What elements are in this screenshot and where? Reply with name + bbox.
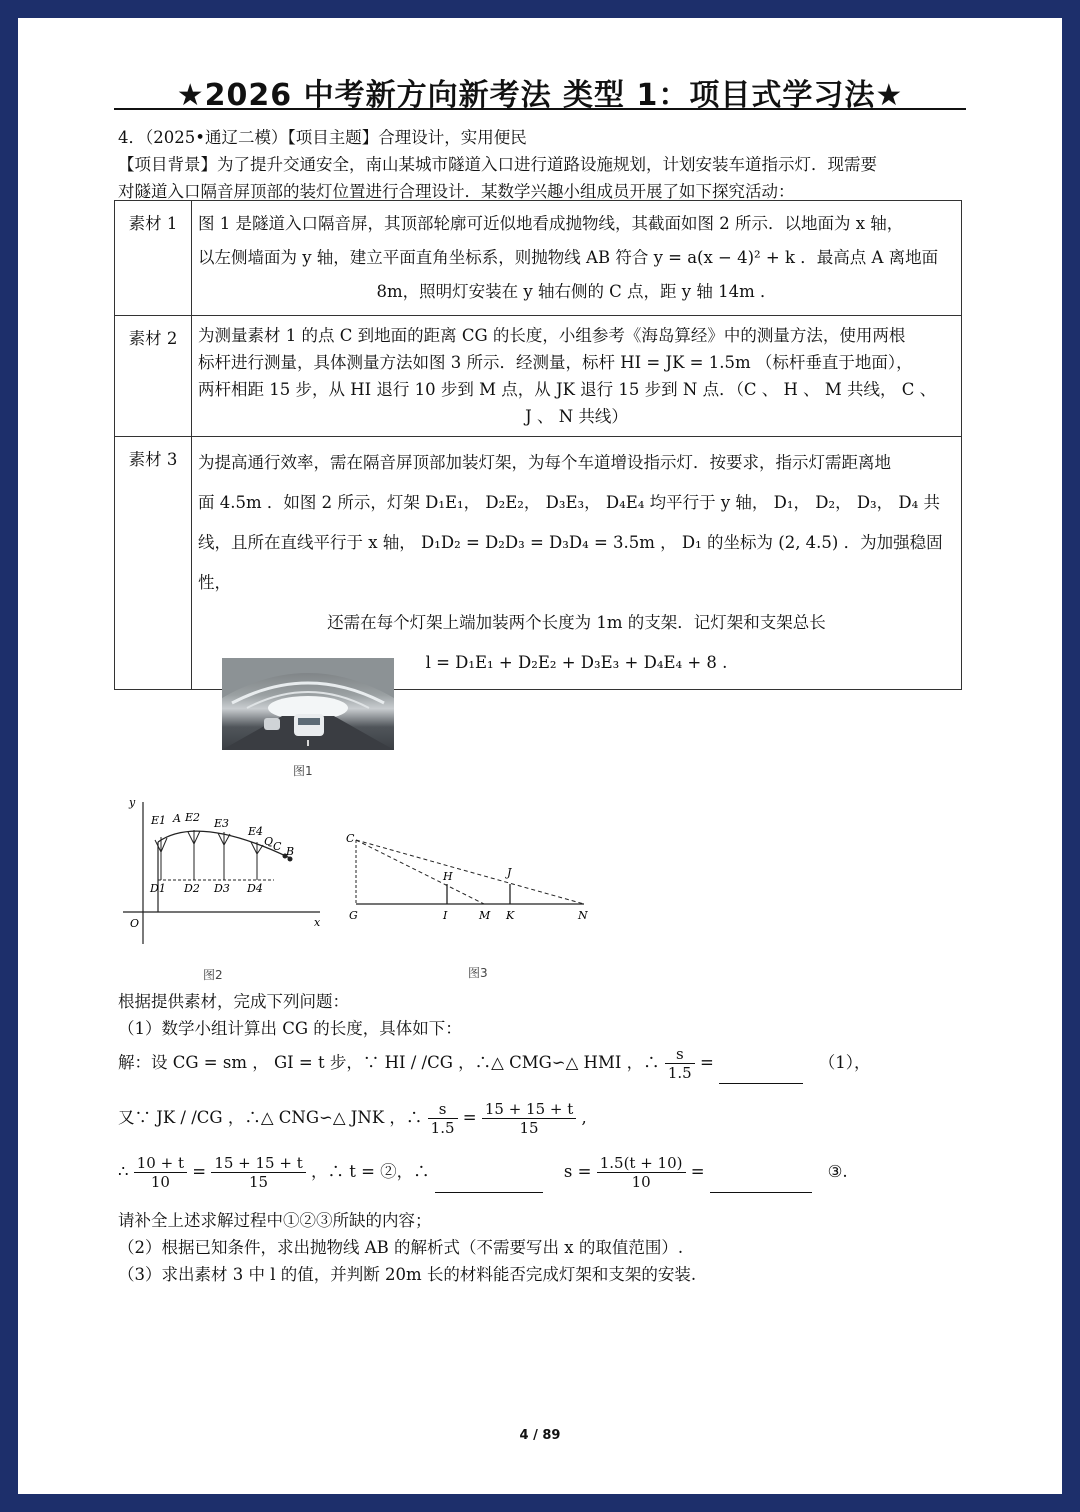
- fig2-label: E3: [214, 817, 230, 830]
- part3-question: （3）求出素材 3 中 l 的值，并判断 20m 长的材料能否完成灯架和支架的安装.: [118, 1265, 697, 1284]
- fraction-denominator: 10: [150, 1173, 170, 1191]
- solution-line-2: 又∵ JK / /CG ，∴△ CNG∽△ JNK ，∴ $\frac{s}{1.5}$ = $\frac{15 + 15 + t}{15}$ ,: [118, 1100, 587, 1137]
- fraction-numerator: 15 + 15 + t: [211, 1154, 305, 1173]
- fraction: [211, 1154, 305, 1191]
- fig2-label: E2: [185, 811, 201, 824]
- equation-mark: （1），: [818, 1053, 871, 1072]
- solution-text: ∴: [118, 1162, 129, 1181]
- fig2-label: D2: [184, 882, 200, 895]
- material-text: l = D₁E₁ + D₂E₂ + D₃E₃ + D₄E₄ + 8 .: [425, 653, 728, 672]
- material-text: 线，且所在直线平行于 x 轴， D₁D₂ = D₂D₃ = D₃D₄ = 3.5m ， D₁ 的坐标为 (2, 4.5) ．为加强稳固性，: [198, 533, 943, 592]
- fig2-label: O: [130, 917, 140, 930]
- material-text: 两杆相距 15 步，从 HI 退行 10 步到 M 点，从 JK 退行 15 步到 N 点．（C 、 H 、 M 共线， C 、: [198, 380, 937, 399]
- material-content: [192, 316, 962, 437]
- fraction-numerator: 1.5(t + 10): [597, 1154, 686, 1173]
- fig2-label: C: [273, 840, 282, 853]
- equation-mark: ③.: [827, 1162, 848, 1181]
- solution-text: 解：设 CG = sm ， GI = t 步，∵ HI / /CG ，∴△ CMG∽△ HMI ，∴: [118, 1053, 660, 1072]
- fig2-label: A: [173, 812, 181, 825]
- material-text: 面 4.5m ．如图 2 所示，灯架 D₁E₁， D₂E₂， D₃E₃， D₄E₄ 均平行于 y 轴， D₁， D₂， D₃， D₄ 共: [198, 493, 941, 512]
- prompt-text: 根据提供素材，完成下列问题：: [118, 992, 349, 1011]
- material-label: 素材 1: [115, 201, 192, 316]
- material-label: 素材 2: [115, 316, 192, 437]
- fig2-label: B: [286, 845, 295, 858]
- figure-1-caption: 图1: [293, 764, 313, 778]
- fraction: [134, 1154, 187, 1191]
- figure-3-caption: 图3: [468, 966, 488, 980]
- material-row-2: [115, 316, 962, 437]
- title-divider: [114, 108, 966, 110]
- fig2-label: D4: [247, 882, 263, 895]
- fig2-label: y: [129, 796, 136, 809]
- fig2-label: E1: [151, 814, 167, 827]
- material-text: 还需在每个灯架上端加装两个长度为 1m 的支架．记灯架和支架总长: [327, 613, 826, 632]
- material-text: 8m，照明灯安装在 y 轴右侧的 C 点，距 y 轴 14m ．: [376, 282, 777, 301]
- document-page: [18, 18, 1062, 1494]
- fig2-label: E4: [248, 825, 264, 838]
- answer-blank-3[interactable]: [710, 1152, 812, 1193]
- material-text: 图 1 是隧道入口隔音屏，其顶部轮廓可近似地看成抛物线，其截面如图 2 所示．以地面为 x 轴，: [198, 214, 904, 233]
- fig3-label: K: [506, 909, 515, 922]
- question-head: 4．（2025•通辽二模）【项目主题】合理设计，实用便民: [118, 128, 527, 147]
- material-content: [192, 437, 962, 690]
- part2-question: （2）根据已知条件，求出抛物线 AB 的解析式（不需要写出 x 的取值范围）.: [118, 1238, 684, 1257]
- fraction-numerator: s: [428, 1100, 458, 1119]
- figure-2-diagram: [118, 792, 333, 952]
- material-text: 以左侧墙面为 y 轴，建立平面直角坐标系，则抛物线 AB 符合 y = a(x − 4)² + k ．最高点 A 离地面: [198, 248, 939, 267]
- fraction-s-over-1.5: [665, 1045, 695, 1082]
- fraction-denominator: 1.5: [667, 1064, 692, 1082]
- fig2-label: D3: [214, 882, 230, 895]
- fraction-denominator: 1.5: [430, 1119, 455, 1137]
- fraction-denominator: 10: [631, 1173, 651, 1191]
- fraction-numerator: 15 + 15 + t: [482, 1100, 576, 1119]
- fig3-label: H: [443, 870, 453, 883]
- answer-blank-2[interactable]: [435, 1152, 543, 1193]
- background-line-1: 【项目背景】为了提升交通安全，南山某城市隧道入口进行道路设施规划，计划安装车道指示灯．现需要: [118, 155, 877, 174]
- solution-text: s =: [563, 1162, 592, 1181]
- figure-3-diagram: [344, 828, 594, 928]
- page-title: ★2026 中考新方向新考法 类型 1：项目式学习法★: [176, 78, 904, 113]
- fig3-label: J: [507, 866, 512, 879]
- solution-line-1: 解：设 CG = sm ， GI = t 步，∵ HI / /CG ，∴△ CMG∽△ HMI ，∴ $\frac{s}{1.5}$ = （1），: [118, 1045, 871, 1082]
- fraction: [482, 1100, 576, 1137]
- page-number: 4 / 89: [519, 1428, 561, 1443]
- fig3-label: G: [349, 909, 358, 922]
- fig2-label: D1: [150, 882, 166, 895]
- fraction: [428, 1100, 458, 1137]
- fraction-numerator: 10 + t: [134, 1154, 187, 1173]
- material-text: J 、 N 共线）: [525, 407, 628, 426]
- fig3-label: I: [443, 909, 448, 922]
- fig3-label: C: [346, 832, 355, 845]
- material-text: 为提高通行效率，需在隔音屏顶部加装灯架，为每个车道增设指示灯．按要求，指示灯需距离地: [198, 453, 891, 472]
- materials-table: [114, 200, 962, 690]
- material-row-1: [115, 201, 962, 316]
- answer-blank-1[interactable]: [719, 1043, 803, 1084]
- fraction-numerator: s: [665, 1045, 695, 1064]
- fig3-label: M: [479, 909, 491, 922]
- part1-intro: （1）数学小组计算出 CG 的长度，具体如下：: [118, 1019, 462, 1038]
- solution-line-3: ∴ $\frac{10 + t}{10}$ = $\frac{15 + 15 + t}{15}$ ，∴ t = ②，∴ s = $\frac{1.5(t + 10)}{10}$ = ③.: [118, 1154, 848, 1191]
- material-label: 素材 3: [115, 437, 192, 690]
- fraction-denominator: 15: [248, 1173, 269, 1191]
- part1-fill-instruction: 请补全上述求解过程中①②③所缺的内容；: [118, 1211, 432, 1230]
- solution-text: 又∵ JK / /CG ，∴△ CNG∽△ JNK ，∴: [118, 1108, 423, 1127]
- fig3-label: N: [578, 909, 588, 922]
- figure-2-caption: 图2: [203, 968, 223, 982]
- fig2-label: Q: [264, 835, 274, 848]
- background-line-2: 对隧道入口隔音屏顶部的装灯位置进行合理设计．某数学兴趣小组成员开展了如下探究活动：: [118, 182, 795, 201]
- material-text: 标杆进行测量，具体测量方法如图 3 所示．经测量，标杆 HI = JK = 1.5m （标杆垂直于地面），: [198, 353, 913, 372]
- fraction: [597, 1154, 686, 1191]
- solution-text: ，∴ t = ②，∴: [310, 1162, 430, 1181]
- material-content: [192, 201, 962, 316]
- material-row-3: [115, 437, 962, 690]
- material-text: 为测量素材 1 的点 C 到地面的距离 CG 的长度，小组参考《海岛算经》中的测量方法，使用两根: [198, 326, 906, 345]
- fig2-label: x: [314, 916, 321, 929]
- tunnel-photo: [222, 658, 394, 750]
- fraction-denominator: 15: [519, 1119, 539, 1137]
